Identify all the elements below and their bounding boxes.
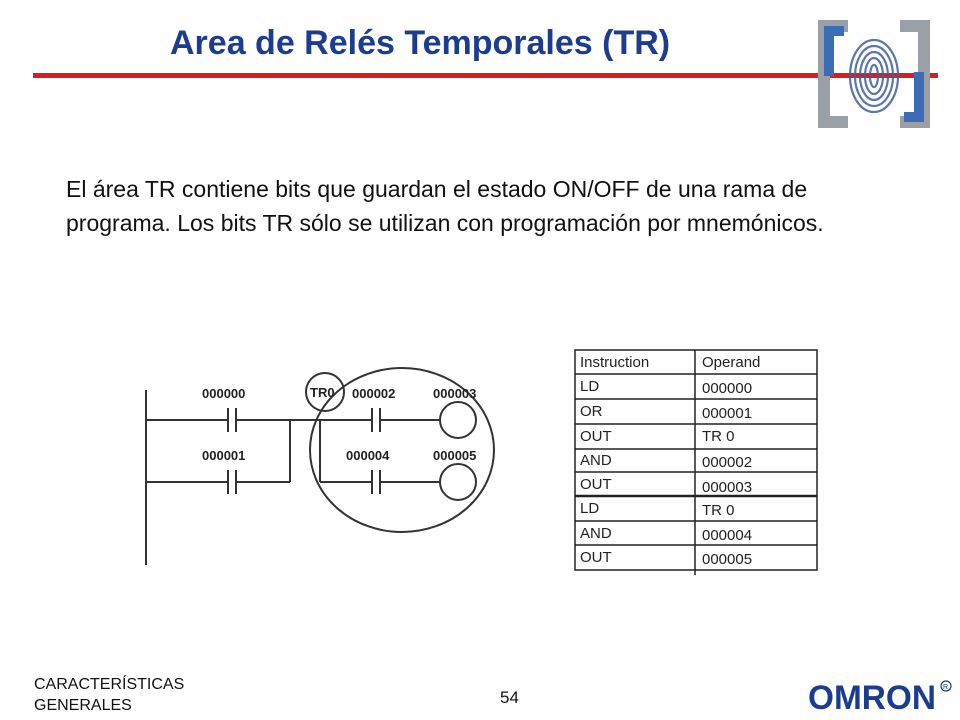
row-instruction: AND [580,525,612,542]
footer-line-1: CARACTERÍSTICAS [34,676,185,693]
svg-text:R: R [943,684,949,691]
title-underline [33,73,938,78]
row-instruction: AND [580,452,612,469]
contact-label-000004: 000004 [346,448,390,463]
fingerprint-logo-icon [814,16,934,132]
omron-wordmark: OMRON [808,679,936,716]
footer-section-label [34,674,184,716]
table-row [580,378,752,397]
body-paragraph: El área TR contiene bits que guardan el estado ON/OFF de una rama de programa. Los bits TR sólo se utilizan con programación por mnemónicos. [66,176,824,236]
table-row [580,403,752,422]
omron-logo [806,678,954,716]
table-row [580,525,752,544]
row-instruction: OUT [580,549,612,566]
header-instruction: Instruction [580,354,650,371]
row-instruction: LD [580,500,600,517]
contact-label-000002: 000002 [352,386,396,401]
table-row [580,428,735,445]
row-operand: 000005 [702,551,753,568]
contact-label-000001: 000001 [202,448,246,463]
slide-title: Area de Relés Temporales (TR) [170,24,671,62]
row-operand: 000000 [702,380,753,397]
row-instruction: OUT [580,476,612,493]
ladder-diagram [140,360,520,580]
row-instruction: OR [580,403,603,420]
row-operand: TR 0 [702,502,735,519]
tr-label: TR0 [310,385,335,400]
contact-label-000000: 000000 [202,386,246,401]
coil-label-000005: 000005 [433,448,477,463]
table-row [580,452,752,471]
row-instruction: LD [580,378,600,395]
table-row [580,500,735,519]
page-number: 54 [500,688,519,707]
row-instruction: OUT [580,428,612,445]
mnemonic-table [570,345,820,575]
coil-label-000003: 000003 [433,386,477,401]
table-row [580,549,752,568]
row-operand: 000002 [702,454,753,471]
row-operand: 000003 [702,479,753,496]
row-operand: 000004 [702,527,753,544]
row-operand: 000001 [702,405,753,422]
table-row [580,476,752,496]
header-operand: Operand [702,354,761,371]
footer-line-2: GENERALES [34,697,132,714]
table-header [580,354,760,371]
row-operand: TR 0 [702,428,735,445]
